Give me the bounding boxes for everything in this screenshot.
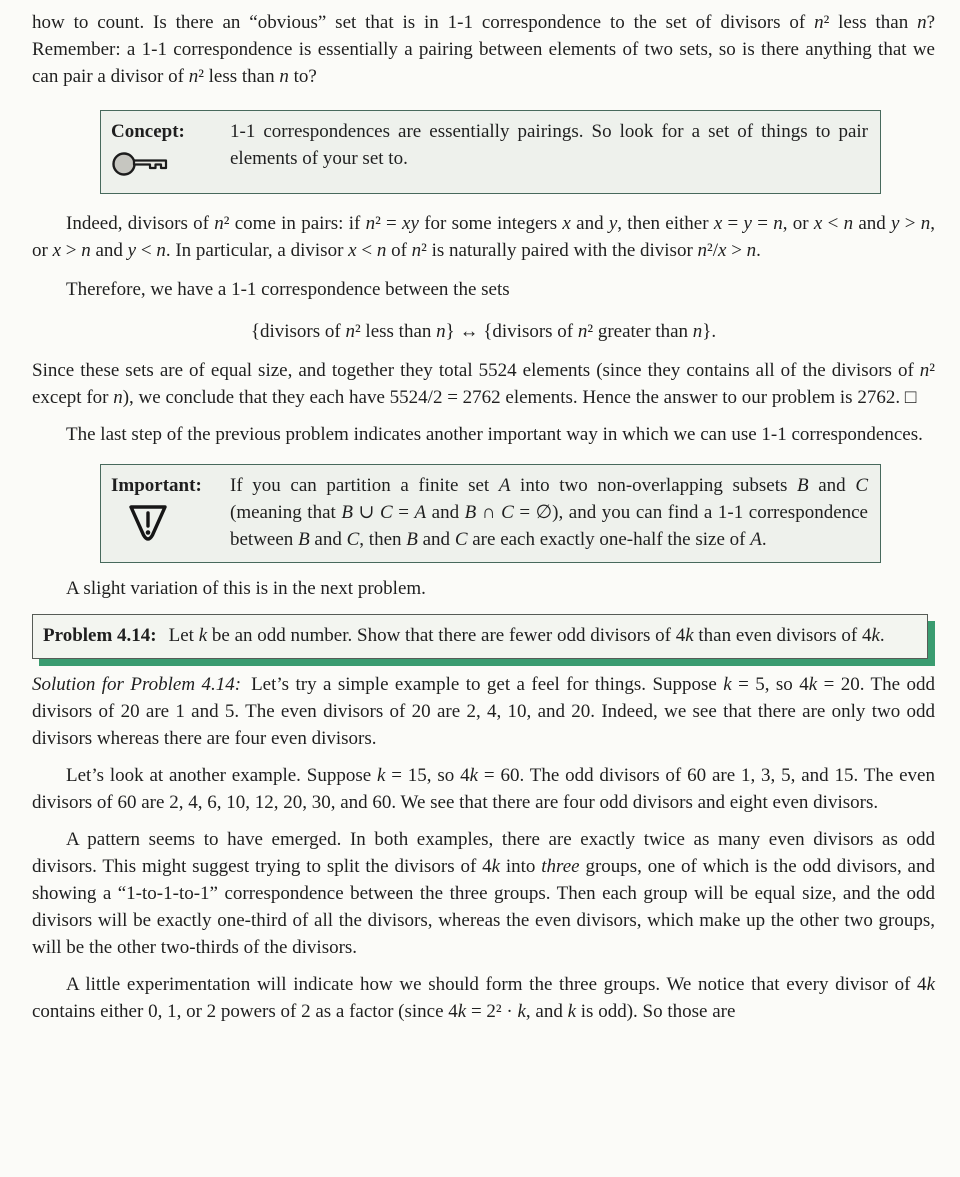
solution-label: Solution for Problem 4.14: [32, 674, 242, 695]
important-label: Important: [111, 475, 202, 496]
concept-box [100, 110, 881, 194]
paragraph-intro: how to count. Is there an “obvious” set that is in 1-1 correspondence to the set of divisors of n² less than n? Remember: a 1-1 correspondence is essentially a pairing between elements of two sets, so is there anything that we can pair a divisor of n² less than n to? [32, 12, 935, 87]
paragraph-last-step: The last step of the previous problem indicates another important way in which we can use 1-1 correspondences. [66, 424, 923, 445]
important-text: If you can partition a finite set A into two non-overlapping subsets B and C (meaning that B ∪ C = A and B ∩ C = ∅), and you can find a 1-1 correspondence between B and C, then B and C are each exactly one-half the size of A. [230, 475, 868, 550]
concept-label: Concept: [111, 121, 185, 142]
paragraph-variation: A slight variation of this is in the next problem. [66, 578, 426, 599]
key-icon [111, 148, 217, 184]
paragraph-therefore: Therefore, we have a 1-1 correspondence between the sets [66, 279, 510, 300]
important-label-column [111, 472, 217, 553]
displayed-equation: {divisors of n² less than n} ↔ {divisors of n² greater than n}. [250, 321, 717, 342]
problem-box [32, 614, 928, 659]
concept-label-column [111, 118, 217, 184]
paragraph-since: Since these sets are of equal size, and together they total 5524 elements (since they contains all of the divisors of n² except for n), we conclude that they each have 5524/2 = 2762 elements. Hence the answer to our problem is 2762. □ [32, 360, 935, 408]
solution-text: Let’s try a simple example to get a feel for things. Suppose k = 5, so 4k = 20. The odd divisors of 20 are 1 and 5. The even divisors of 20 are 2, 4, 10, and 20. Indeed, we see that there are only two odd divisors whereas there are four even divisors. [32, 674, 935, 749]
paragraph-solution [32, 671, 935, 752]
important-box [100, 464, 881, 563]
concept-text: 1-1 correspondences are essentially pairings. So look for a set of things to pair elements of your set to. [230, 121, 868, 169]
warning-icon [125, 502, 217, 552]
paragraph-pattern: A pattern seems to have emerged. In both examples, there are exactly twice as many even divisors as odd divisors. This might suggest trying to split the divisors of 4k into three groups, one of which is the odd divisors, and showing a “1-to-1-to-1” correspondence between the three groups. Then each group will be equal size, and the odd divisors will be exactly one-third of all the divisors, whereas the even divisors, which make up the other two groups, will be the other two-thirds of the divisors. [32, 829, 935, 958]
paragraph-indeed: Indeed, divisors of n² come in pairs: if n² = xy for some integers x and y, then either x = y = n, or x < n and y > n, or x > n and y < n. In particular, a divisor x < n of n² is naturally paired with the divisor n²/x > n. [32, 213, 935, 261]
paragraph-another-example: Let’s look at another example. Suppose k = 15, so 4k = 60. The odd divisors of 60 are 1, 3, 5, and 15. The even divisors of 60 are 2, 4, 6, 10, 12, 20, 30, and 60. We see that there are four odd divisors and eight even divisors. [32, 765, 935, 813]
problem-label: Problem 4.14: [43, 625, 157, 646]
problem-text: Let k be an odd number. Show that there are fewer odd divisors of 4k than even divisors of 4k. [168, 625, 885, 646]
paragraph-experimentation: A little experimentation will indicate how we should form the three groups. We notice that every divisor of 4k contains either 0, 1, or 2 powers of 2 as a factor (since 4k = 2² · k, and k is odd). So those are [32, 974, 935, 1022]
